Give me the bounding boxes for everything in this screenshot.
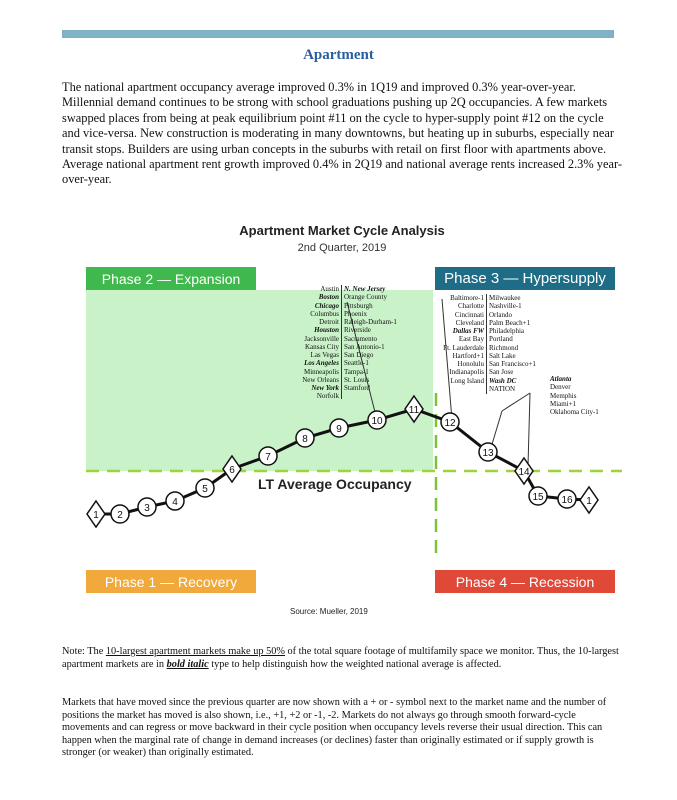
pointer-p14-a (502, 393, 530, 411)
cycle-point-10 (368, 411, 386, 429)
market-name: Denver (550, 383, 571, 392)
chart-title: Apartment Market Cycle Analysis (239, 223, 445, 238)
point-number: 16 (561, 495, 573, 506)
cycle-point-2 (111, 505, 129, 523)
market-name: Los Angeles (304, 359, 339, 368)
point-number: 2 (117, 510, 123, 521)
market-name: Milwaukee (489, 294, 521, 302)
market-name: Norfolk (316, 392, 339, 401)
point-number: 4 (172, 497, 178, 508)
market-name: Austin (320, 285, 339, 293)
market-name: Columbus (310, 309, 339, 318)
market-name: Las Vegas (310, 351, 339, 359)
market-name: San Francisco+1 (489, 360, 536, 368)
point-number: 1 (93, 510, 99, 521)
market-name: Salt Lake (489, 351, 516, 360)
point-number: 13 (482, 448, 494, 459)
market-name: N. New Jersey (344, 285, 386, 293)
point-number: 12 (444, 418, 456, 429)
market-name: Houston (314, 326, 339, 335)
market-name: Atlanta (550, 375, 572, 383)
market-name: Chicago (314, 301, 339, 310)
cycle-point-9 (330, 419, 348, 437)
market-name: Memphis (550, 391, 577, 400)
market-name: NATION (489, 384, 516, 393)
phase-expansion-label: Phase 2 — Expansion (86, 267, 256, 290)
market-name: Portland (489, 335, 513, 344)
point-number: 9 (336, 424, 342, 435)
market-name: Minneapolis (304, 367, 339, 376)
cycle-point-16 (558, 490, 576, 508)
market-name: Philadelphia (489, 327, 524, 335)
market-name: Raleigh-Durham-1 (344, 318, 397, 326)
market-name: St. Louis (344, 375, 370, 384)
cycle-point-3 (138, 498, 156, 516)
market-name: Detroit (319, 318, 339, 326)
market-name: Miami+1 (550, 399, 577, 408)
market-name: New Orleans (302, 375, 339, 384)
cycle-point-8 (296, 429, 314, 447)
market-name: Tampa-1 (344, 367, 369, 376)
point10-markets-right (344, 285, 397, 392)
point-number: 15 (532, 492, 544, 503)
phase-recession-label: Phase 4 — Recession (435, 570, 615, 593)
market-name: Dallas FW (452, 327, 484, 335)
note-top10 (62, 646, 622, 671)
point14-markets (550, 375, 599, 416)
market-name: Pittsburgh (344, 301, 373, 310)
note-suffix: type to help distinguish how the weighted national average is affected. (208, 658, 502, 670)
point-number: 3 (144, 503, 150, 514)
market-name: New York (311, 384, 339, 392)
market-name: Riverside (344, 326, 371, 335)
point-number: 5 (202, 484, 208, 495)
point12-markets-left (443, 294, 484, 385)
point12-separator (486, 294, 487, 394)
market-name: Seattle-1 (344, 359, 369, 368)
cycle-point-15 (529, 487, 547, 505)
note-emphasis: bold italic (166, 658, 209, 670)
market-name: San Diego (344, 351, 374, 359)
point-number: 7 (265, 452, 271, 463)
cycle-point-5 (196, 479, 214, 497)
cycle-point-17 (580, 487, 598, 513)
market-name: Orlando (489, 310, 512, 319)
intro-paragraph: The national apartment occupancy average improved 0.3% in 1Q19 and improved 0.3% year-over-year. Millennial demand continues to be strong with school graduations pushing up 2Q occupancies. A few markets swapped places from being at peak equilibrium point #11 on the cycle to hyper-supply point #12 on the cycle and vice-versa. New construction is moderating in many downtowns, but heating up in suburbs, especially near transit stops. Builders are using urban concepts in the suburbs with retail on first floor with apartments above. Average national apartment rent growth improved 0.4% in 2Q19 and national average rents increased 2.3% year-over-year. (62, 80, 622, 187)
point10-separator (341, 285, 342, 399)
point-number: 1 (586, 496, 592, 507)
lt-average-occupancy-label: LT Average Occupancy (258, 476, 412, 492)
section-title: Apartment (303, 47, 374, 63)
market-name: Jacksonville (304, 334, 339, 343)
point-number: 11 (408, 405, 420, 416)
chart-source: Source: Mueller, 2019 (290, 607, 368, 616)
market-name: Long Island (450, 376, 484, 385)
market-name: East Bay (458, 335, 484, 344)
market-name: Hartford+1 (452, 351, 484, 360)
note-prefix: Note: The (62, 646, 106, 657)
market-name: Sacramento (344, 334, 378, 343)
market-name: Orange County (344, 293, 387, 302)
note-movement: Markets that have moved since the previous quarter are now shown with a + or - symbol next to the market name and the number of positions the market has moved is also shown, i.e., +1, +2 or -1, -2. Markets do not always go through smooth forward-cycle movements and can regress or move backward in their cycle position when occupancy levels reverse their usual direction. This can happen when the marginal rate of change in demand increases (or declines) faster than originally estimated or if supply growth is stronger (or weaker) than originally estimated. (62, 697, 607, 758)
market-name: Wash DC (489, 376, 517, 385)
market-name: Honolulu (457, 360, 484, 368)
point12-markets-right (489, 294, 536, 393)
chart-subtitle: 2nd Quarter, 2019 (297, 242, 387, 254)
market-name: Boston (318, 293, 339, 302)
market-name: San Antonio-1 (344, 342, 385, 351)
cycle-point-12 (441, 413, 459, 431)
point-number: 6 (229, 465, 235, 476)
market-name: Stamford (344, 384, 371, 392)
market-name: Oklahoma City-1 (550, 408, 599, 416)
market-name: Phoenix (344, 309, 367, 318)
market-name: Cleveland (455, 318, 484, 327)
phase-hypersupply-label: Phase 3 — Hypersupply (435, 267, 615, 290)
market-cycle-diagram (62, 215, 622, 625)
market-name: Baltimore-1 (450, 294, 484, 302)
point-number: 8 (302, 434, 308, 445)
market-name: Nashville-1 (489, 302, 522, 311)
point10-markets-left (302, 285, 339, 401)
market-name: Ft. Lauderdale (443, 343, 484, 352)
point-number: 14 (518, 467, 530, 478)
market-name: Cincinnati (454, 310, 484, 319)
cycle-point-4 (166, 492, 184, 510)
cycle-point-7 (259, 447, 277, 465)
pointer-p14-b (528, 393, 530, 466)
market-name: Palm Beach+1 (489, 318, 531, 327)
market-name: Kansas City (304, 342, 339, 351)
note-middle: of the total square footage of multifamily space we monitor. Thus, the 10-largest apartment markets are in (62, 646, 619, 670)
market-name: Indianapolis (449, 368, 484, 377)
market-name: Charlotte (457, 302, 484, 311)
note-top10-share: 10-largest apartment markets make up 50% (105, 646, 285, 657)
market-name: San Jose (489, 368, 514, 377)
market-name: Richmond (489, 343, 519, 352)
cycle-point-1 (87, 501, 105, 527)
phase-recovery-label: Phase 1 — Recovery (86, 570, 256, 593)
point-number: 10 (371, 416, 383, 427)
header-rule (62, 30, 614, 38)
cycle-point-13 (479, 443, 497, 461)
